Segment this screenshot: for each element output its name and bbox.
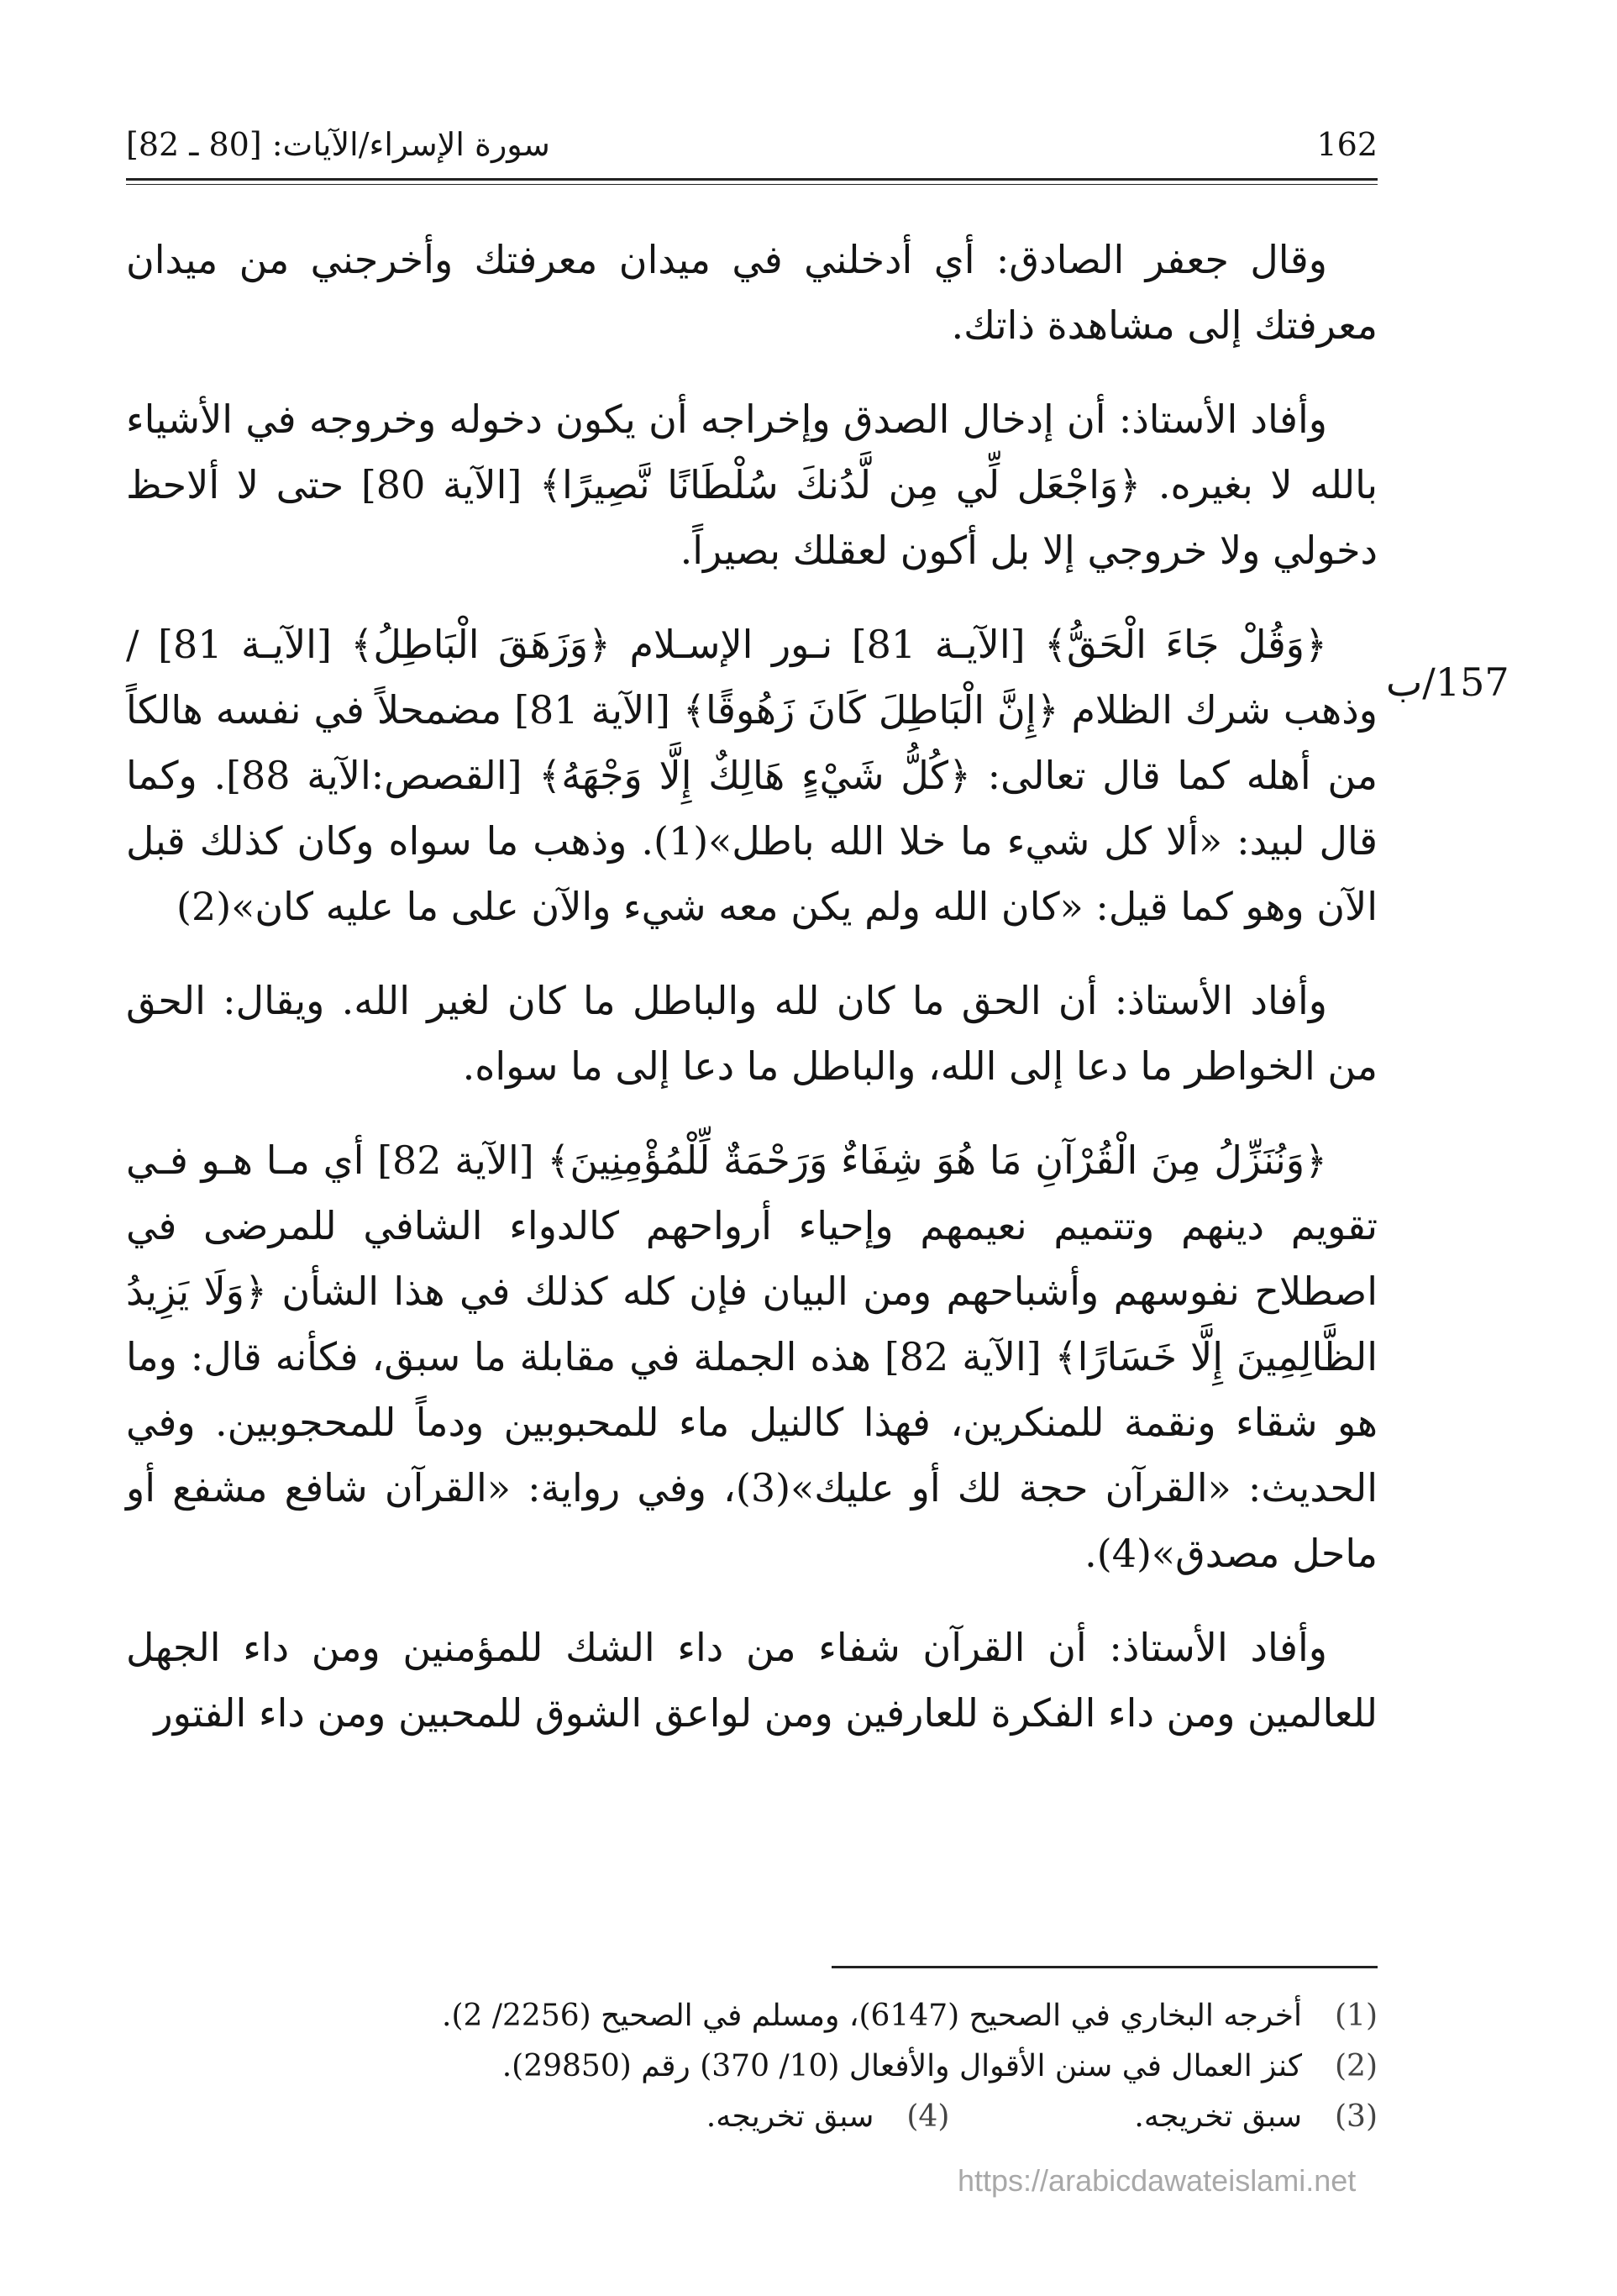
- footnote-text: سبق تخريجه.: [706, 2099, 874, 2134]
- footnotes: [126, 1991, 1378, 2142]
- footnote: [126, 1991, 1378, 2041]
- footnote-text: أخرجه البخاري في الصحيح (6147)، ومسلم في الصحيح (2256/ 2).: [442, 1999, 1302, 2033]
- footnote-number: (3): [1335, 2099, 1378, 2134]
- paragraph: ﴿وَقُلْ جَاءَ الْحَقُّ﴾ [الآيـة 81] نـور الإسـلام ﴿وَزَهَقَ الْبَاطِلُ﴾ [الآيـة 81] / وذهب شرك الظلام ﴿إِنَّ الْبَاطِلَ كَانَ زَهُوقًا﴾ [الآية 81] مضمحلاً في نفسه هالكاً من أهله كما قال تعالى: ﴿كُلُّ شَيْءٍ هَالِكٌ إِلَّا وَجْهَهُ﴾ [القصص:الآية 88]. وكما قال لبيد: «ألا كل شيء ما خلا الله باطل»(1). وذهب ما سواه وكان كذلك قبل الآن وهو كما قيل: «كان الله ولم يكن معه شيء والآن على ما عليه كان»(2): [126, 622, 1378, 929]
- footnote-text: كنز العمال في سنن الأقوال والأفعال (10/ 370) رقم (29850).: [501, 2049, 1302, 2083]
- header-rule: [126, 178, 1378, 185]
- main-text: [126, 227, 1378, 1774]
- footnote-number: (4): [906, 2099, 950, 2134]
- footnote-number: (2): [1335, 2049, 1378, 2083]
- paragraph: ﴿وَنُنَزِّلُ مِنَ الْقُرْآنِ مَا هُوَ شِفَاءٌ وَرَحْمَةٌ لِّلْمُؤْمِنِينَ﴾ [الآية 82] أي مـا هـو فـي تقويم دينهم وتتميم نعيمهم وإحياء أرواحهم كالدواء الشافي للمرضى في اصطلاح نفوسهم وأشباحهم ومن البيان فإن كله كذلك في هذا الشأن ﴿وَلَا يَزِيدُ الظَّالِمِينَ إِلَّا خَسَارًا﴾ [الآية 82] هذه الجملة في مقابلة ما سبق، فكأنه قال: وما هو شقاء ونقمة للمنكرين، فهذا كالنيل ماء للمحبوبين ودماً للمحجوبين. وفي الحديث: «القرآن حجة لك أو عليك»(3)، وفي رواية: «القرآن شافع مشفع أو ماحل مصدق»(4).: [126, 1137, 1378, 1576]
- page-header: [126, 126, 1378, 173]
- manuscript-folio-marker: 157/ب: [1386, 659, 1509, 705]
- paragraph: وقال جعفر الصادق: أي أدخلني في ميدان معرفتك وأخرجني من ميدان معرفتك إلى مشاهدة ذاتك.: [126, 237, 1378, 348]
- paragraph: وأفاد الأستاذ: أن إدخال الصدق وإخراجه أن يكون دخوله وخروجه في الأشياء بالله لا بغيره. ﴿وَاجْعَل لِّي مِن لَّدُنكَ سُلْطَانًا نَّصِيرًا﴾ [الآية 80] حتى لا ألاحظ دخولي ولا خروجي إلا بل أكون لعقلك بصيراً.: [126, 397, 1378, 573]
- footnote: [126, 2092, 1378, 2142]
- footnote: [706, 2092, 950, 2142]
- page-number: 162: [1316, 126, 1378, 163]
- footnote-number: (1): [1335, 1999, 1378, 2033]
- paragraph: وأفاد الأستاذ: أن القرآن شفاء من داء الشك للمؤمنين ومن داء الجهل للعالمين ومن داء الفكرة للعارفين ومن لواعق الشوق للمحبين ومن داء الفتور: [126, 1625, 1378, 1736]
- footnote-rule: [832, 1966, 1378, 1968]
- footnote: [126, 2041, 1378, 2092]
- paragraph: وأفاد الأستاذ: أن الحق ما كان لله والباطل ما كان لغير الله. ويقال: الحق من الخواطر ما دعا إلى الله، والباطل ما دعا إلى ما سواه.: [126, 978, 1378, 1089]
- footnote-text: سبق تخريجه.: [1134, 2099, 1302, 2134]
- running-title: سورة الإسراء/الآيات: [80 ـ 82]: [126, 126, 550, 163]
- watermark-url: https://arabicdawateislami.net: [958, 2163, 1357, 2198]
